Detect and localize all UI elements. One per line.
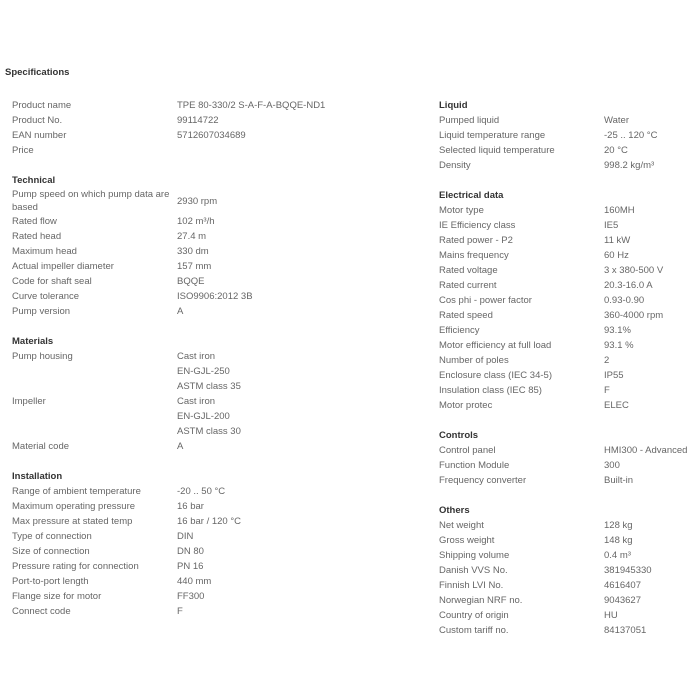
spec-row xyxy=(439,113,687,128)
spec-label: Range of ambient temperature xyxy=(12,486,141,497)
spec-value: BQQE xyxy=(177,276,205,287)
spec-values xyxy=(177,259,211,274)
spec-label: Frequency converter xyxy=(439,475,527,486)
spec-value: A xyxy=(177,441,184,452)
spec-values xyxy=(604,578,641,593)
spec-label: Product name xyxy=(12,100,72,111)
spec-row xyxy=(439,218,687,233)
spec-values xyxy=(177,544,204,559)
spec-row xyxy=(439,533,687,548)
spec-label: Size of connection xyxy=(12,546,90,557)
spec-row xyxy=(439,293,687,308)
spec-value: 3 x 380-500 V xyxy=(604,265,664,276)
section-heading: Materials xyxy=(12,336,54,347)
spec-value: 2 xyxy=(604,355,610,366)
general-section xyxy=(12,98,325,158)
spec-value: 16 bar / 120 °C xyxy=(177,516,242,527)
section-heading: Technical xyxy=(12,175,56,186)
spec-value: -25 .. 120 °C xyxy=(604,130,658,141)
spec-label: Product No. xyxy=(12,115,63,126)
spec-row xyxy=(12,188,325,214)
spec-label: Motor efficiency at full load xyxy=(439,340,552,351)
spec-values xyxy=(604,563,652,578)
spec-row xyxy=(439,308,687,323)
spec-values xyxy=(177,143,180,158)
spec-values xyxy=(604,368,624,383)
spec-values xyxy=(177,98,325,113)
spec-values xyxy=(604,293,644,308)
spec-value: 102 m³/h xyxy=(177,216,215,227)
spec-values xyxy=(604,338,634,353)
section-heading: Installation xyxy=(12,471,63,482)
spec-value: 330 dm xyxy=(177,246,209,257)
spec-label: Selected liquid temperature xyxy=(439,145,555,156)
spec-value: IE5 xyxy=(604,220,619,231)
spec-row xyxy=(439,548,687,563)
spec-label: Pump speed on which pump data are based xyxy=(12,189,170,213)
spec-values xyxy=(177,128,246,143)
spec-value: ASTM class 30 xyxy=(177,426,241,437)
spec-label: Insulation class (IEC 85) xyxy=(439,385,542,396)
spec-values xyxy=(604,473,633,488)
spec-values xyxy=(604,113,629,128)
spec-value: IP55 xyxy=(604,370,624,381)
spec-label: Impeller xyxy=(12,396,46,407)
spec-value: HU xyxy=(604,610,618,621)
section-heading: Others xyxy=(439,505,470,516)
section-heading: Electrical data xyxy=(439,190,504,201)
spec-value: F xyxy=(177,606,183,617)
spec-row xyxy=(12,128,325,143)
spec-values xyxy=(604,383,610,398)
spec-row xyxy=(439,383,687,398)
spec-value: 16 bar xyxy=(177,501,204,512)
spec-row xyxy=(439,278,687,293)
spec-value: 27.4 m xyxy=(177,231,207,242)
spec-label: EAN number xyxy=(12,130,67,141)
spec-values xyxy=(604,308,663,323)
spec-row xyxy=(439,203,687,218)
spec-value: 93.1 % xyxy=(604,340,634,351)
spec-label: Code for shaft seal xyxy=(12,276,92,287)
spec-values xyxy=(604,533,633,548)
spec-label: Pump version xyxy=(12,306,71,317)
spec-label: Gross weight xyxy=(439,535,495,546)
spec-row xyxy=(439,128,687,143)
installation-section xyxy=(12,469,325,619)
spec-value: 440 mm xyxy=(177,576,212,587)
controls-section xyxy=(439,428,687,488)
spec-label: Control panel xyxy=(439,445,496,456)
spec-label: Maximum operating pressure xyxy=(12,501,136,512)
spec-row xyxy=(12,514,325,529)
spec-label: Mains frequency xyxy=(439,250,509,261)
spec-values xyxy=(177,439,183,454)
spec-values xyxy=(177,304,183,319)
spec-values xyxy=(177,244,209,259)
spec-value: 20 °C xyxy=(604,145,628,156)
spec-label: Motor type xyxy=(439,205,484,216)
spec-value: Water xyxy=(604,115,629,126)
spec-row xyxy=(439,233,687,248)
spec-values xyxy=(177,499,204,514)
spec-row xyxy=(12,244,325,259)
spec-values xyxy=(604,158,654,173)
spec-value: 148 kg xyxy=(604,535,633,546)
spec-value: Built-in xyxy=(604,475,634,486)
spec-value: 9043627 xyxy=(604,595,641,606)
spec-value: 4616407 xyxy=(604,580,641,591)
spec-label: Function Module xyxy=(439,460,510,471)
spec-value: DN 80 xyxy=(177,546,204,557)
spec-value: -20 .. 50 °C xyxy=(177,486,226,497)
spec-value: 128 kg xyxy=(604,520,633,531)
spec-label: Number of poles xyxy=(439,355,509,366)
spec-label: Pressure rating for connection xyxy=(12,561,139,572)
spec-value: ELEC xyxy=(604,400,629,411)
spec-value xyxy=(177,143,180,158)
spec-values xyxy=(604,608,618,623)
spec-row xyxy=(12,439,325,454)
spec-values xyxy=(604,623,646,638)
spec-label: Custom tariff no. xyxy=(439,625,509,636)
spec-values xyxy=(604,353,609,368)
spec-values xyxy=(604,128,657,143)
spec-row xyxy=(439,398,687,413)
spec-value: 360-4000 rpm xyxy=(604,310,664,321)
spec-label: Material code xyxy=(12,441,70,452)
spec-row xyxy=(439,593,687,608)
spec-value: 160MH xyxy=(604,205,635,216)
spec-label: Norwegian NRF no. xyxy=(439,595,523,606)
others-section xyxy=(439,503,687,638)
spec-row xyxy=(12,274,325,289)
spec-label: Actual impeller diameter xyxy=(12,261,114,272)
spec-values xyxy=(604,518,633,533)
spec-row xyxy=(12,589,325,604)
spec-row xyxy=(12,304,325,319)
spec-row xyxy=(439,473,687,488)
spec-row xyxy=(439,338,687,353)
spec-label: Connect code xyxy=(12,606,71,617)
spec-value: Cast iron xyxy=(177,396,216,407)
spec-label: Rated power - P2 xyxy=(439,235,513,246)
electrical-section xyxy=(439,188,687,413)
spec-row xyxy=(12,394,325,439)
spec-value: ASTM class 35 xyxy=(177,381,241,392)
spec-values xyxy=(177,349,241,394)
spec-values xyxy=(604,278,653,293)
spec-value: FF300 xyxy=(177,591,205,602)
spec-row xyxy=(439,323,687,338)
spec-values xyxy=(604,233,630,248)
spec-value: 93.1% xyxy=(604,325,631,336)
spec-label: Shipping volume xyxy=(439,550,510,561)
spec-label: Country of origin xyxy=(439,610,509,621)
spec-value: 381945330 xyxy=(604,565,652,576)
spec-value: PN 16 xyxy=(177,561,204,572)
spec-label: Liquid temperature range xyxy=(439,130,546,141)
spec-value: EN-GJL-200 xyxy=(177,411,230,422)
spec-row xyxy=(439,518,687,533)
spec-label: IE Efficiency class xyxy=(439,220,516,231)
spec-values xyxy=(177,113,219,128)
spec-values xyxy=(604,263,663,278)
spec-label: Efficiency xyxy=(439,325,480,336)
spec-row xyxy=(12,529,325,544)
section-heading: Controls xyxy=(439,430,479,441)
spec-row xyxy=(439,563,687,578)
spec-label: Rated current xyxy=(439,280,497,291)
technical-section xyxy=(12,173,325,319)
spec-label: Motor protec xyxy=(439,400,493,411)
spec-label: Finnish LVI No. xyxy=(439,580,504,591)
spec-value: 157 mm xyxy=(177,261,212,272)
spec-values xyxy=(177,229,206,244)
spec-label: Enclosure class (IEC 34-5) xyxy=(439,370,552,381)
page-title: Specifications xyxy=(5,67,70,78)
spec-label: Curve tolerance xyxy=(12,291,80,302)
spec-row xyxy=(12,349,325,394)
spec-values xyxy=(177,589,204,604)
spec-value: 998.2 kg/m³ xyxy=(604,160,655,171)
spec-value: 2930 rpm xyxy=(177,196,218,207)
spec-values xyxy=(177,574,211,589)
spec-row xyxy=(12,574,325,589)
spec-values xyxy=(604,143,628,158)
spec-row xyxy=(12,98,325,113)
spec-value: ISO9906:2012 3B xyxy=(177,291,253,302)
spec-row xyxy=(439,248,687,263)
materials-section xyxy=(12,334,325,454)
spec-values xyxy=(177,289,253,304)
spec-label: Type of connection xyxy=(12,531,92,542)
spec-values xyxy=(604,323,631,338)
spec-label: Pump housing xyxy=(12,351,73,362)
section-heading: Liquid xyxy=(439,100,468,111)
spec-label: Danish VVS No. xyxy=(439,565,508,576)
spec-value: 20.3-16.0 A xyxy=(604,280,653,291)
spec-row xyxy=(439,443,687,458)
spec-row xyxy=(439,623,687,638)
spec-row xyxy=(12,484,325,499)
spec-values xyxy=(604,398,629,413)
spec-label: Net weight xyxy=(439,520,484,531)
spec-values xyxy=(177,188,217,209)
spec-values xyxy=(177,274,204,289)
spec-value: EN-GJL-250 xyxy=(177,366,230,377)
spec-value: 11 kW xyxy=(604,235,631,246)
spec-values xyxy=(604,248,629,263)
spec-values xyxy=(604,218,618,233)
spec-values xyxy=(177,484,225,499)
spec-value: DIN xyxy=(177,531,194,542)
spec-values xyxy=(177,559,203,574)
spec-label: Maximum head xyxy=(12,246,77,257)
liquid-section xyxy=(439,98,687,173)
spec-label: Max pressure at stated temp xyxy=(12,516,133,527)
spec-row xyxy=(12,289,325,304)
spec-value: A xyxy=(177,306,184,317)
spec-values xyxy=(604,203,635,218)
spec-values xyxy=(177,529,193,544)
spec-value: 99114722 xyxy=(177,115,219,126)
spec-label: Flange size for motor xyxy=(12,591,102,602)
spec-value: 60 Hz xyxy=(604,250,629,261)
spec-value: 5712607034689 xyxy=(177,130,246,141)
spec-value: HMI300 - Advanced xyxy=(604,445,688,456)
spec-row xyxy=(12,229,325,244)
spec-value: 0.93-0.90 xyxy=(604,295,645,306)
spec-label: Rated flow xyxy=(12,216,57,227)
spec-label: Port-to-port length xyxy=(12,576,89,587)
spec-value: 0.4 m³ xyxy=(604,550,631,561)
spec-value: F xyxy=(604,385,610,396)
spec-row xyxy=(12,259,325,274)
spec-row xyxy=(439,158,687,173)
spec-row xyxy=(439,368,687,383)
spec-value: TPE 80-330/2 S-A-F-A-BQQE-ND1 xyxy=(177,100,326,111)
spec-values xyxy=(604,443,687,458)
spec-row xyxy=(439,608,687,623)
spec-label: Density xyxy=(439,160,471,171)
spec-value: 84137051 xyxy=(604,625,647,636)
spec-label: Pumped liquid xyxy=(439,115,500,126)
spec-row xyxy=(12,214,325,229)
spec-row xyxy=(12,113,325,128)
spec-row xyxy=(12,143,325,158)
spec-value: Cast iron xyxy=(177,351,216,362)
spec-row xyxy=(439,143,687,158)
spec-label: Rated voltage xyxy=(439,265,498,276)
spec-values xyxy=(177,604,183,619)
spec-row xyxy=(12,559,325,574)
spec-values xyxy=(177,514,241,529)
spec-row xyxy=(12,499,325,514)
spec-values xyxy=(177,394,241,439)
spec-label: Rated speed xyxy=(439,310,493,321)
spec-row xyxy=(439,578,687,593)
spec-label: Price xyxy=(12,145,34,156)
spec-row xyxy=(12,544,325,559)
spec-values xyxy=(604,593,641,608)
spec-values xyxy=(604,548,631,563)
spec-values xyxy=(604,458,620,473)
spec-label: Rated head xyxy=(12,231,62,242)
spec-row xyxy=(439,458,687,473)
spec-row xyxy=(439,353,687,368)
spec-label: Cos phi - power factor xyxy=(439,295,532,306)
spec-row xyxy=(12,604,325,619)
right-column xyxy=(439,98,687,638)
left-column xyxy=(12,98,325,619)
spec-values xyxy=(177,214,215,229)
spec-value: 300 xyxy=(604,460,620,471)
spec-row xyxy=(439,263,687,278)
